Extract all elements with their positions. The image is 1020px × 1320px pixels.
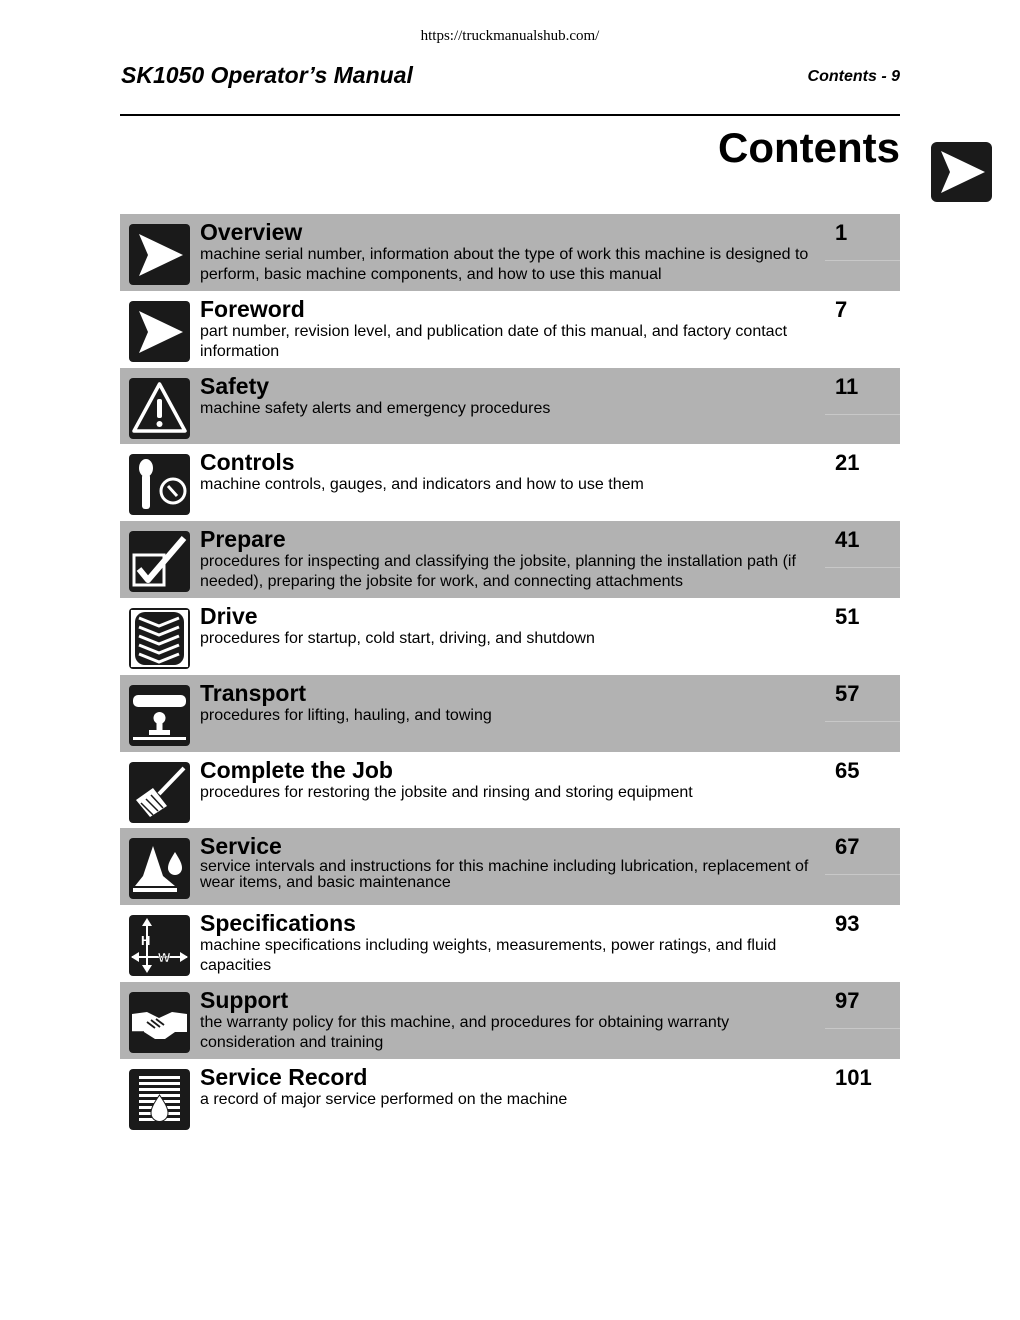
toc-entry-description: machine controls, gauges, and indicators and how to use them	[200, 476, 644, 494]
toc-entry-page: 57	[835, 680, 860, 706]
toc-entry-title: Service Record	[200, 1063, 368, 1090]
toc-entry-description: procedures for startup, cold start, driving, and shutdown	[200, 629, 595, 647]
handshake-icon	[129, 992, 190, 1053]
svg-text:W: W	[158, 950, 171, 966]
section-tab[interactable]	[931, 142, 992, 202]
toc-entry-controls[interactable]	[120, 444, 900, 521]
toc-entry-description: procedures for inspecting and classifying the jobsite, planning the installation path (if needed), preparing the jobsite for work, and connecting attachments	[200, 553, 796, 591]
right-arrow-icon	[129, 224, 190, 285]
broom-icon	[129, 762, 190, 823]
checkbox-icon	[129, 531, 190, 592]
toc-entry-title: Service	[200, 833, 282, 860]
svg-text:H: H	[141, 933, 151, 949]
source-url[interactable]: https://truckmanualshub.com/	[420, 28, 600, 44]
toc-entry-description: machine safety alerts and emergency procedures	[200, 399, 551, 417]
toc-entry-description: procedures for restoring the jobsite and rinsing and storing equipment	[200, 783, 693, 801]
toc-entry-title: Controls	[200, 449, 295, 476]
toc-entry-service[interactable]	[120, 828, 900, 905]
toc-entry-title: Safety	[200, 372, 270, 399]
manual-title: SK1050 Operator’s Manual	[121, 62, 413, 88]
toc-entry-title: Transport	[200, 679, 307, 706]
page-label: Contents - 9	[807, 68, 900, 85]
toc-entry-page: 101	[835, 1064, 872, 1090]
dimensions-icon	[129, 915, 190, 976]
toc-entry-page: 21	[835, 450, 860, 476]
toc-entry-description: a record of major service performed on the machine	[200, 1090, 568, 1108]
toc-entry-prepare[interactable]	[120, 521, 900, 598]
toc-entry-page: 51	[835, 603, 860, 629]
hitch-icon	[129, 685, 190, 746]
toc-entry-title: Overview	[200, 219, 303, 245]
right-arrow-icon	[931, 142, 992, 202]
toc-entry-transport[interactable]	[120, 675, 900, 752]
toc-entry-page: 93	[835, 911, 860, 937]
toc-entry-page: 41	[835, 527, 860, 553]
toc-entry-title: Complete the Job	[200, 756, 393, 783]
toc-entry-title: Foreword	[200, 295, 305, 322]
right-arrow-icon	[129, 301, 190, 362]
warning-triangle-icon	[129, 378, 190, 439]
page-title: Contents	[718, 124, 900, 171]
toc-entry-title: Specifications	[200, 910, 356, 937]
toc-entry-page: 67	[835, 834, 860, 860]
toc-entry-overview[interactable]	[120, 214, 900, 291]
toc-entry-description: service intervals and instructions for this machine including lubrication, replacement of wear items, and basic maintenance	[200, 858, 809, 892]
toc-entry-page: 65	[835, 757, 860, 783]
track-tread-icon	[129, 608, 190, 669]
header-rule	[120, 114, 900, 116]
toc-entry-support[interactable]	[120, 982, 900, 1059]
toc-entry-title: Support	[200, 986, 289, 1013]
toc-entry-description: procedures for lifting, hauling, and towing	[200, 706, 492, 724]
oil-drop-icon	[129, 838, 190, 899]
toc-entry-foreword[interactable]	[120, 291, 900, 368]
toc-entry-complete-the-job[interactable]	[120, 752, 900, 829]
toc-entry-page: 97	[835, 987, 860, 1013]
toc-entry-title: Prepare	[200, 526, 286, 553]
toc-entry-service-record[interactable]	[120, 1059, 900, 1136]
lever-gauge-icon	[129, 454, 190, 515]
toc-entry-description: machine specifications including weights, measurements, power ratings, and fluid capacities	[200, 937, 777, 975]
service-record-icon	[129, 1069, 190, 1130]
toc-entry-drive[interactable]	[120, 598, 900, 675]
toc-entry-page: 1	[835, 220, 848, 245]
toc-entry-safety[interactable]	[120, 368, 900, 445]
table-of-contents	[120, 214, 900, 1136]
toc-entry-description: machine serial number, information about the type of work this machine is designed to perform, basic machine components, and how to use this manual	[200, 246, 809, 283]
toc-entry-title: Drive	[200, 602, 258, 629]
toc-entry-description: the warranty policy for this machine, and procedures for obtaining warranty consideration and training	[200, 1013, 730, 1051]
toc-entry-page: 11	[835, 373, 859, 399]
toc-entry-page: 7	[835, 296, 848, 322]
toc-entry-specifications[interactable]	[120, 905, 900, 982]
toc-entry-description: part number, revision level, and publication date of this manual, and factory contact information	[200, 322, 788, 360]
